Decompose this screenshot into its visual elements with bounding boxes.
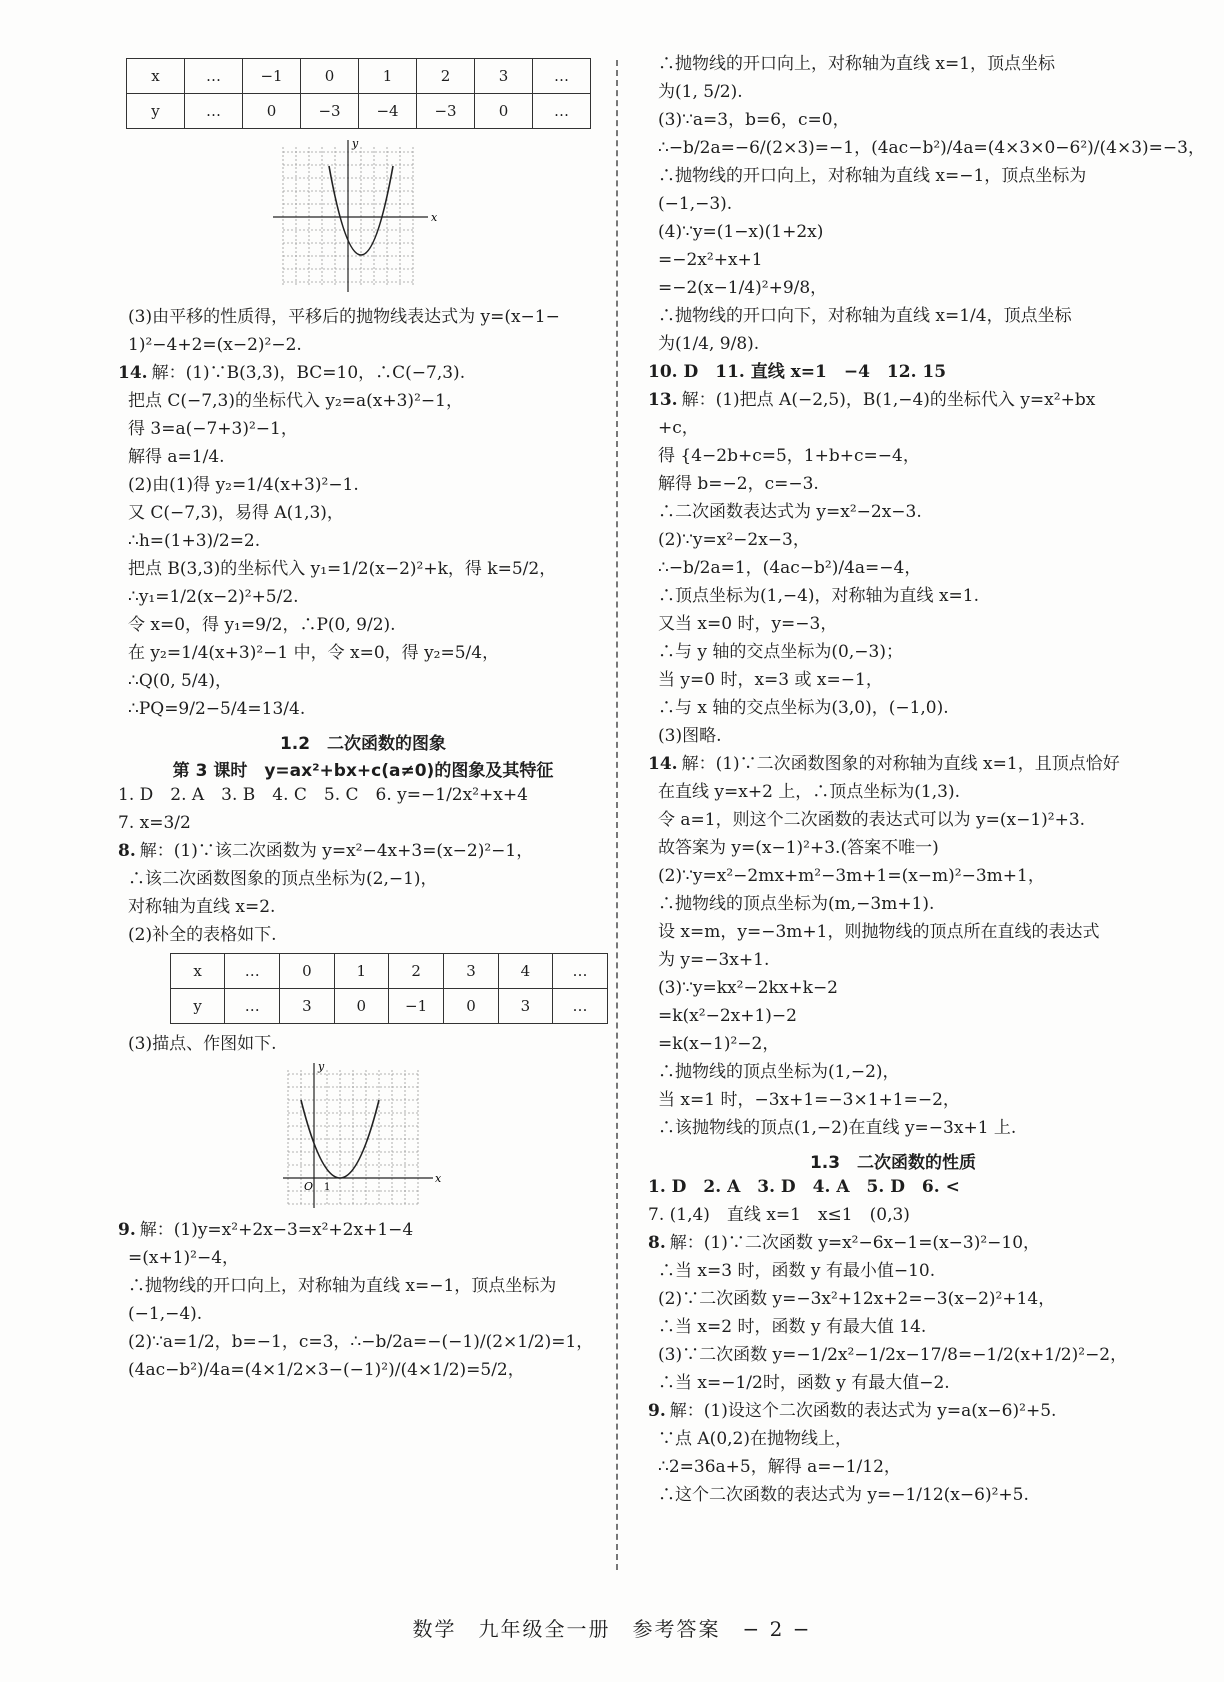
origin-label: O — [304, 1180, 314, 1193]
question-8: 8. 解：(1)∵该二次函数为 y=x²−4x+3=(x−2)²−1， — [118, 841, 534, 861]
text-line: 令 a=1，则这个二次函数的表达式可以为 y=(x−1)²+3. — [658, 810, 1086, 830]
text-line: (2)由(1)得 y₂=1/4(x+3)²−1. — [128, 475, 359, 495]
text-line: (−1,−3). — [658, 194, 733, 214]
text-line: ∴抛物线的顶点坐标为(1,−2)， — [658, 1062, 900, 1082]
y-axis-label: y — [352, 137, 359, 150]
text-line: (2)∵a=1/2，b=−1，c=3，∴−b/2a=−(−1)/(2×1/2)=1， — [128, 1332, 594, 1352]
section-title: 1.3 二次函数的性质 — [809, 1153, 977, 1173]
answer-line: 7. x=3/2 — [118, 813, 191, 833]
text-line: ∵点 A(0,2)在抛物线上， — [658, 1429, 852, 1449]
text-line: ∴抛物线的开口向上，对称轴为直线 x=−1，顶点坐标为 — [128, 1276, 557, 1296]
text-line: ∴顶点坐标为(1,−4)，对称轴为直线 x=1. — [658, 586, 979, 606]
text-line: 为(1, 5/2). — [658, 82, 743, 102]
text-line: (2)补全的表格如下. — [128, 925, 277, 945]
text-line: 把点 B(3,3)的坐标代入 y₁=1/2(x−2)²+k，得 k=5/2， — [128, 559, 557, 579]
text-line: ∴y₁=1/2(x−2)²+5/2. — [128, 587, 299, 607]
answer-line: 7. (1,4) 直线 x=1 x≤1 (0,3) — [648, 1205, 910, 1225]
left-column — [118, 40, 608, 1386]
tick-label: 1 — [324, 1182, 331, 1193]
page-footer: 数学 九年级全一册 参考答案 − 2 − — [412, 1617, 812, 1641]
table-row: x … 0 1 2 3 4 … — [171, 954, 608, 989]
text-line: 令 x=0，得 y₁=9/2，∴P(0, 9/2). — [128, 615, 396, 635]
text-line: 得 {4−2b+c=5，1+b+c=−4， — [658, 446, 920, 466]
text-line: ∴该二次函数图象的顶点坐标为(2,−1)， — [128, 869, 438, 889]
value-table-1 — [126, 58, 591, 129]
table-row: x … −1 0 1 2 3 … — [127, 59, 591, 94]
question-9: 9. 解：(1)y=x²+2x−3=x²+2x+1−4 — [118, 1220, 414, 1240]
text-line: =(x+1)²−4， — [128, 1248, 240, 1268]
lesson-title: 第 3 课时 y=ax²+bx+c(a≠0)的图象及其特征 — [172, 761, 554, 781]
text-line: 得 3=a(−7+3)²−1， — [128, 419, 298, 439]
text-line: (4ac−b²)/4a=(4×1/2×3−(−1)²)/(4×1/2)=5/2， — [128, 1360, 525, 1380]
text-line: ∴抛物线的开口向上，对称轴为直线 x=1，顶点坐标 — [658, 54, 1056, 74]
text-line: ∴Q(0, 5/4)， — [128, 671, 233, 691]
text-line: ∴2=36a+5，解得 a=−1/12， — [658, 1457, 901, 1477]
table-row: y … 0 −3 −4 −3 0 … — [127, 94, 591, 129]
text-line: 解得 b=−2，c=−3. — [658, 474, 819, 494]
text-line: (3)描点、作图如下. — [128, 1034, 277, 1054]
text-line: +c， — [658, 418, 699, 438]
table-row: y … 3 0 −1 0 3 … — [171, 989, 608, 1024]
text-line: ∴该抛物线的顶点(1,−2)在直线 y=−3x+1 上. — [658, 1118, 1017, 1138]
text-line: (−1,−4). — [128, 1304, 203, 1324]
text-line: 解得 a=1/4. — [128, 447, 225, 467]
text-line: 又 C(−7,3)，易得 A(1,3)， — [128, 503, 344, 523]
value-table-2 — [170, 953, 608, 1024]
text-line: ∴−b/2a=−6/(2×3)=−1，(4ac−b²)/4a=(4×3×0−6²)/(4×3)=−3， — [658, 138, 1205, 158]
text-line: 为 y=−3x+1. — [658, 950, 770, 970]
text-line: ∴当 x=−1/2时，函数 y 有最大值−2. — [658, 1373, 950, 1393]
text-line: =−2(x−1/4)²+9/8， — [658, 278, 828, 298]
text-line: ∴PQ=9/2−5/4=13/4. — [128, 699, 306, 719]
text-line: (2)∵y=x²−2mx+m²−3m+1=(x−m)²−3m+1， — [658, 866, 1045, 886]
text-line: =−2x²+x+1 — [658, 250, 763, 270]
text-line: 对称轴为直线 x=2. — [128, 897, 276, 917]
text-line: 当 x=1 时，−3x+1=−3×1+1=−2， — [658, 1090, 960, 1110]
section-title: 1.2 二次函数的图象 — [279, 734, 447, 754]
text-line: (3)∵y=kx²−2kx+k−2 — [658, 978, 839, 998]
text-line: 为(1/4, 9/8). — [658, 334, 760, 354]
text-line: 又当 x=0 时，y=−3， — [658, 614, 838, 634]
text-line: ∴抛物线的开口向下，对称轴为直线 x=1/4，顶点坐标 — [658, 306, 1072, 326]
text-line: 故答案为 y=(x−1)²+3.(答案不唯一) — [658, 838, 939, 858]
text-line: 当 y=0 时，x=3 或 x=−1， — [658, 670, 883, 690]
text-line: (3)图略. — [658, 726, 722, 746]
text-line: (3)∵二次函数 y=−1/2x²−1/2x−17/8=−1/2(x+1/2)²−2， — [658, 1345, 1128, 1365]
text-line: =k(x−1)²−2， — [658, 1034, 780, 1054]
text-line: ∴h=(1+3)/2=2. — [128, 531, 261, 551]
question-8: 8. 解：(1)∵二次函数 y=x²−6x−1=(x−3)²−10， — [648, 1233, 1041, 1253]
text-line: 1)²−4+2=(x−2)²−2. — [128, 335, 302, 355]
text-line: =k(x²−2x+1)−2 — [658, 1006, 797, 1026]
answer-line: 1. D 2. A 3. B 4. C 5. C 6. y=−1/2x²+x+4 — [118, 785, 528, 805]
question-14: 14. 解：(1)∵B(3,3)，BC=10，∴C(−7,3). — [118, 363, 466, 383]
text-line: ∴抛物线的顶点坐标为(m,−3m+1). — [658, 894, 935, 914]
text-line: (2)∵二次函数 y=−3x²+12x+2=−3(x−2)²+14， — [658, 1289, 1056, 1309]
x-axis-label: x — [431, 211, 438, 224]
answer-line: 1. D 2. A 3. D 4. A 5. D 6. < — [648, 1177, 960, 1197]
text-line: ∴抛物线的开口向上，对称轴为直线 x=−1，顶点坐标为 — [658, 166, 1087, 186]
question-14: 14. 解：(1)∵二次函数图象的对称轴为直线 x=1，且顶点恰好 — [648, 754, 1120, 774]
parabola-graph-2 — [278, 1060, 448, 1210]
answer-line: 10. D 11. 直线 x=1 −4 12. 15 — [648, 362, 947, 382]
question-9: 9. 解：(1)设这个二次函数的表达式为 y=a(x−6)²+5. — [648, 1401, 1057, 1421]
y-axis-label: y — [318, 1060, 325, 1073]
x-axis-label: x — [435, 1172, 442, 1185]
text-line: 设 x=m，y=−3m+1，则抛物线的顶点所在直线的表达式 — [658, 922, 1100, 942]
text-line: 在直线 y=x+2 上，∴顶点坐标为(1,3). — [658, 782, 961, 802]
text-line: (2)∵y=x²−2x−3， — [658, 530, 810, 550]
text-line: ∴与 y 轴的交点坐标为(0,−3)； — [658, 642, 903, 662]
text-line: ∴这个二次函数的表达式为 y=−1/12(x−6)²+5. — [658, 1485, 1029, 1505]
parabola-graph-1 — [268, 137, 458, 297]
column-divider — [616, 60, 618, 1570]
text-line: 把点 C(−7,3)的坐标代入 y₂=a(x+3)²−1， — [128, 391, 463, 411]
text-line: ∴当 x=2 时，函数 y 有最大值 14. — [658, 1317, 927, 1337]
text-line: ∴与 x 轴的交点坐标为(3,0)，(−1,0). — [658, 698, 949, 718]
question-13: 13. 解：(1)把点 A(−2,5)，B(1,−4)的坐标代入 y=x²+bx — [648, 390, 1096, 410]
right-column — [648, 52, 1205, 1511]
text-line: (3)由平移的性质得，平移后的抛物线表达式为 y=(x−1− — [128, 307, 560, 327]
text-line: (3)∵a=3，b=6，c=0， — [658, 110, 850, 130]
text-line: (4)∵y=(1−x)(1+2x) — [658, 222, 824, 242]
text-line: ∴二次函数表达式为 y=x²−2x−3. — [658, 502, 922, 522]
text-line: 在 y₂=1/4(x+3)²−1 中，令 x=0，得 y₂=5/4， — [128, 643, 500, 663]
text-line: ∴当 x=3 时，函数 y 有最小值−10. — [658, 1261, 936, 1281]
text-line: ∴−b/2a=1，(4ac−b²)/4a=−4， — [658, 558, 922, 578]
